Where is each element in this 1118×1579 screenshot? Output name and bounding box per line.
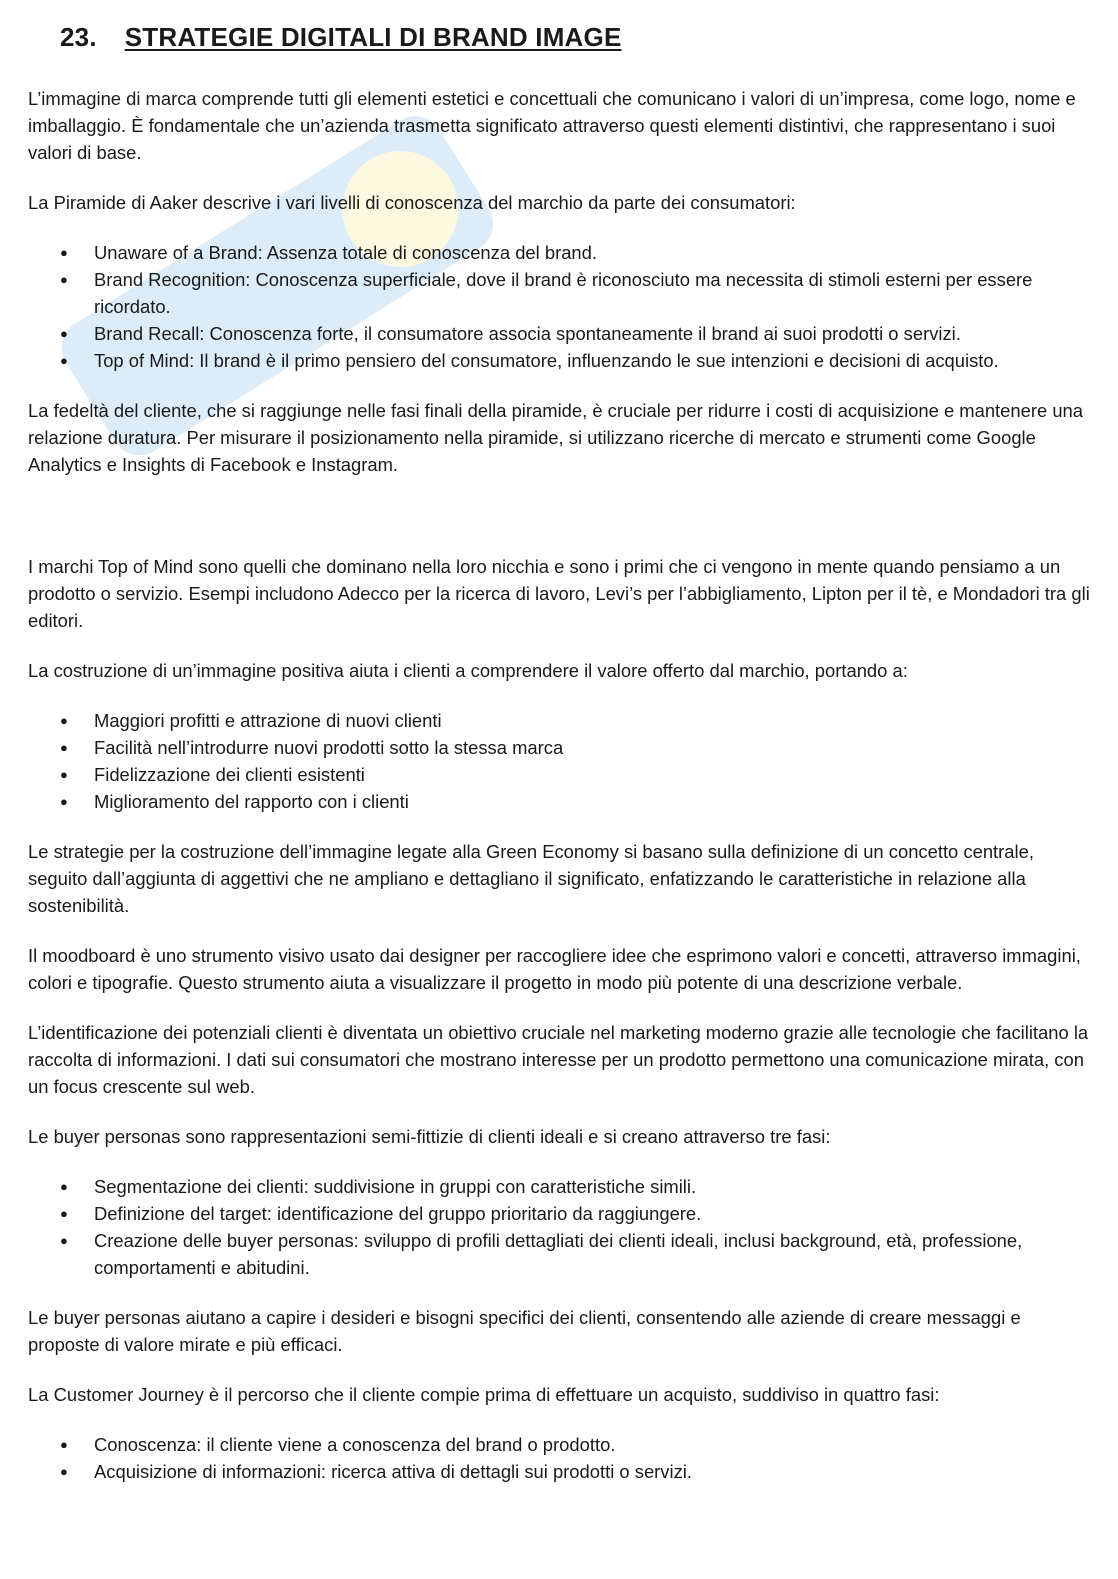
paragraph-aaker-intro: La Piramide di Aaker descrive i vari livelli di conoscenza del marchio da parte dei consumatori: [28, 192, 796, 213]
paragraph-green-economy: Le strategie per la costruzione dell’immagine legate alla Green Economy si basano sulla definizione di un concetto centrale, seguito dall’aggiunta di aggettivi che ne ampliano e dettagliano il significato, enfatizzando le caratteristiche in relazione alla sostenibilità. [28, 841, 1034, 916]
benefits-list [28, 707, 1096, 815]
list-item: ● Maggiori profitti e attrazione di nuovi clienti [28, 707, 1096, 734]
paragraph-buyer-personas-intro: Le buyer personas sono rappresentazioni semi-fittizie di clienti ideali e si creano attraverso tre fasi: [28, 1126, 831, 1147]
list-item: ● Brand Recognition: Conoscenza superficiale, dove il brand è riconosciuto ma necessita di stimoli esterni per essere ricordato. [28, 266, 1096, 320]
list-item: ● Top of Mind: Il brand è il primo pensiero del consumatore, influenzando le sue intenzioni e decisioni di acquisto. [28, 347, 1096, 374]
list-item: ● Acquisizione di informazioni: ricerca attiva di dettagli sui prodotti o servizi. [28, 1458, 1096, 1485]
list-item: ● Conoscenza: il cliente viene a conoscenza del brand o prodotto. [28, 1431, 1096, 1458]
paragraph-buyer-personas-benefit: Le buyer personas aiutano a capire i desideri e bisogni specifici dei clienti, consentendo alle aziende di creare messaggi e proposte di valore mirate e più efficaci. [28, 1307, 1021, 1355]
aaker-list [28, 239, 1096, 374]
paragraph-top-of-mind: I marchi Top of Mind sono quelli che dominano nella loro nicchia e sono i primi che ci vengono in mente quando pensiamo a un prodotto o servizio. Esempi includono Adecco per la ricerca di lavoro, Levi’s per l’abbigliamento, Lipton per il tè, e Mondadori tra gli editori. [28, 556, 1090, 631]
paragraph-loyalty: La fedeltà del cliente, che si raggiunge nelle fasi finali della piramide, è cruciale per ridurre i costi di acquisizione e mantenere una relazione duratura. Per misurare il posizionamento nella piramide, si utilizzano ricerche di mercato e strumenti come Google Analytics e Insights di Facebook e Instagram. [28, 400, 1084, 475]
page-title [60, 22, 1096, 53]
chapter-title: STRATEGIE DIGITALI DI BRAND IMAGE [124, 22, 622, 52]
paragraph-moodboard: Il moodboard è uno strumento visivo usato dai designer per raccogliere idee che esprimono valori e concetti, attraverso immagini, colori e tipografie. Questo strumento aiuta a visualizzare il progetto in modo più potente di una descrizione verbale. [28, 945, 1081, 993]
list-item: ● Unaware of a Brand: Assenza totale di conoscenza del brand. [28, 239, 1096, 266]
personas-list [28, 1173, 1096, 1281]
paragraph-potential-clients: L’identificazione dei potenziali clienti è diventata un obiettivo cruciale nel marketing moderno grazie alle tecnologie che facilitano la raccolta di informazioni. I dati sui consumatori che mostrano interesse per un prodotto permettono una comunicazione mirata, con un focus crescente sul web. [28, 1022, 1089, 1097]
list-item: ● Facilità nell’introdurre nuovi prodotti sotto la stessa marca [28, 734, 1096, 761]
list-item: ● Creazione delle buyer personas: sviluppo di profili dettagliati dei clienti ideali, inclusi background, età, professione, comportamenti e abitudini. [28, 1227, 1096, 1281]
list-item: ● Brand Recall: Conoscenza forte, il consumatore associa spontaneamente il brand ai suoi prodotti o servizi. [28, 320, 1096, 347]
list-item: ● Definizione del target: identificazione del gruppo prioritario da raggiungere. [28, 1200, 1096, 1227]
paragraph-customer-journey: La Customer Journey è il percorso che il cliente compie prima di effettuare un acquisto, suddiviso in quattro fasi: [28, 1384, 940, 1405]
document-page [28, 22, 1096, 1508]
paragraph-brand-image: L’immagine di marca comprende tutti gli elementi estetici e concettuali che comunicano i valori di un’impresa, come logo, nome e imballaggio. È fondamentale che un’azienda trasmetta significato attraverso questi elementi distintivi, che rappresentano i suoi valori di base. [28, 88, 1076, 163]
list-item: ● Segmentazione dei clienti: suddivisione in gruppi con caratteristiche simili. [28, 1173, 1096, 1200]
list-item: ● Fidelizzazione dei clienti esistenti [28, 761, 1096, 788]
chapter-number: 23. [60, 22, 97, 52]
list-item: ● Miglioramento del rapporto con i clienti [28, 788, 1096, 815]
journey-list [28, 1431, 1096, 1485]
blank-space [28, 501, 1096, 553]
paragraph-positive-image: La costruzione di un’immagine positiva aiuta i clienti a comprendere il valore offerto dal marchio, portando a: [28, 660, 908, 681]
